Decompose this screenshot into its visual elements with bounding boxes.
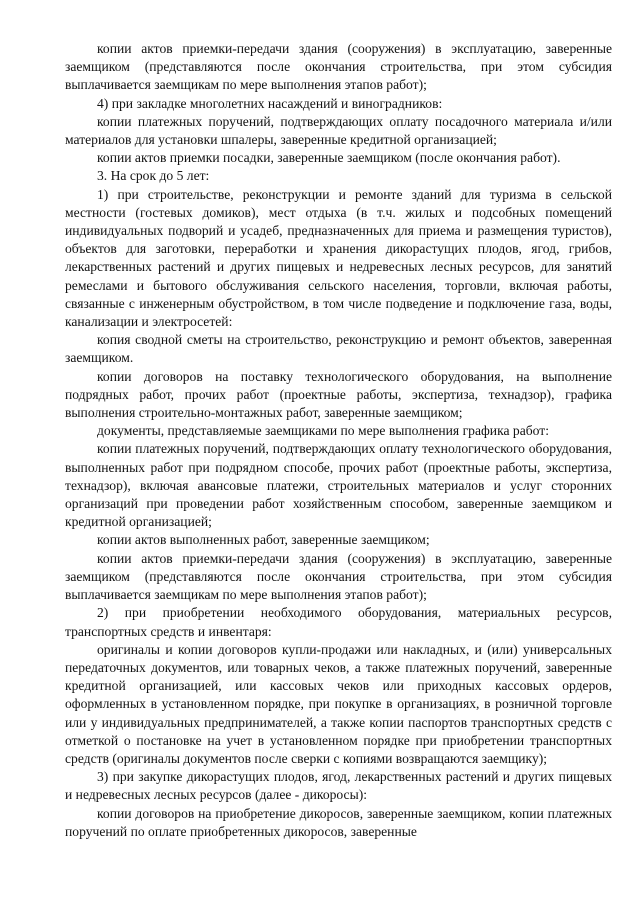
paragraph-13: 2) при приобретении необходимого оборудования, материальных ресурсов, транспортных средств и инвентаря: bbox=[65, 605, 612, 639]
paragraph-11: копии актов выполненных работ, заверенные заемщиком; bbox=[97, 532, 430, 548]
paragraph-1: копии актов приемки-передачи здания (сооружения) в эксплуатацию, заверенные заемщиком (представляются после окончания строительства, при этом субсидия выплачивается заемщикам по мере выполнения этапов работ); bbox=[65, 41, 612, 93]
paragraph-5: 3. На срок до 5 лет: bbox=[97, 168, 210, 184]
paragraph-12: копии актов приемки-передачи здания (сооружения) в эксплуатацию, заверенные заемщиком (представляются после окончания строительства, при этом субсидия выплачивается заемщикам по мере выполнения этапов работ); bbox=[65, 550, 612, 603]
paragraph-8: копии договоров на поставку технологического оборудования, на выполнение подрядных работ, прочих работ (проектные работы, экспертиза, технадзор), графика выполнения строительно-монтажных работ, заверенные заемщиком; bbox=[65, 368, 612, 421]
paragraph-9: документы, представляемые заемщиками по мере выполнения графика работ: bbox=[97, 423, 549, 439]
paragraph-16: копии договоров на приобретение дикоросов, заверенные заемщиком, копии платежных поручений по оплате приобретенных дикоросов, заверенные bbox=[65, 805, 612, 839]
paragraph-10: копии платежных поручений, подтверждающих оплату технологического оборудования, выполненных работ при подрядном способе, прочих работ (проектные работы, экспертиза, технадзор), включая авансовые платежи, строительных материалов и услуг сторонних организаций при проведении работ хозяйственным способом, заверенные заемщиком и кредитной организацией; bbox=[65, 441, 612, 530]
paragraph-7: копия сводной сметы на строительство, реконструкцию и ремонт объектов, заверенная заемщиком. bbox=[65, 332, 612, 366]
paragraph-4: копии актов приемки посадки, заверенные заемщиком (после окончания работ). bbox=[97, 150, 561, 166]
paragraph-2: 4) при закладке многолетних насаждений и виноградников: bbox=[97, 95, 443, 111]
paragraph-3: копии платежных поручений, подтверждающих оплату посадочного материала и/или материалов для установки шпалеры, заверенные кредитной организацией; bbox=[65, 113, 612, 148]
document-page bbox=[65, 40, 612, 841]
paragraph-15: 3) при закупке дикорастущих плодов, ягод, лекарственных растений и других пищевых и недревесных лесных ресурсов (далее - дикоросы): bbox=[65, 769, 612, 803]
paragraph-6: 1) при строительстве, реконструкции и ремонте зданий для туризма в сельской местности (гостевых домиков), мест отдыха (в т.ч. жилых и подсобных помещений индивидуальных подворий и усадеб, предназначенных для приема и размещения туристов), объектов для заготовки, переработки и хранения дикорастущих плодов, ягод, грибов, лекарственных растений и других пищевых и недревесных лесных ресурсов, для занятий ремеслами и бытового обслуживания сельского населения, торговли, включая работы, связанные с инженерным обустройством, в том числе подведение и подключение газа, воды, канализации и электросетей: bbox=[65, 186, 612, 330]
paragraph-14: оригиналы и копии договоров купли-продажи или накладных, и (или) универсальных передаточных документов, или товарных чеков, а также платежных поручений, заверенные кредитной организацией, или кассовых чеков или приходных кассовых ордеров, оформленных в установленном порядке, при покупке в организациях, в розничной торговле или у индивидуальных предпринимателей, а также копии паспортов транспортных средств с отметкой о постановке на учет в установленном порядке при приобретении транспортных средств (оригиналы документов после сверки с копиями возвращаются заемщику); bbox=[65, 641, 612, 766]
